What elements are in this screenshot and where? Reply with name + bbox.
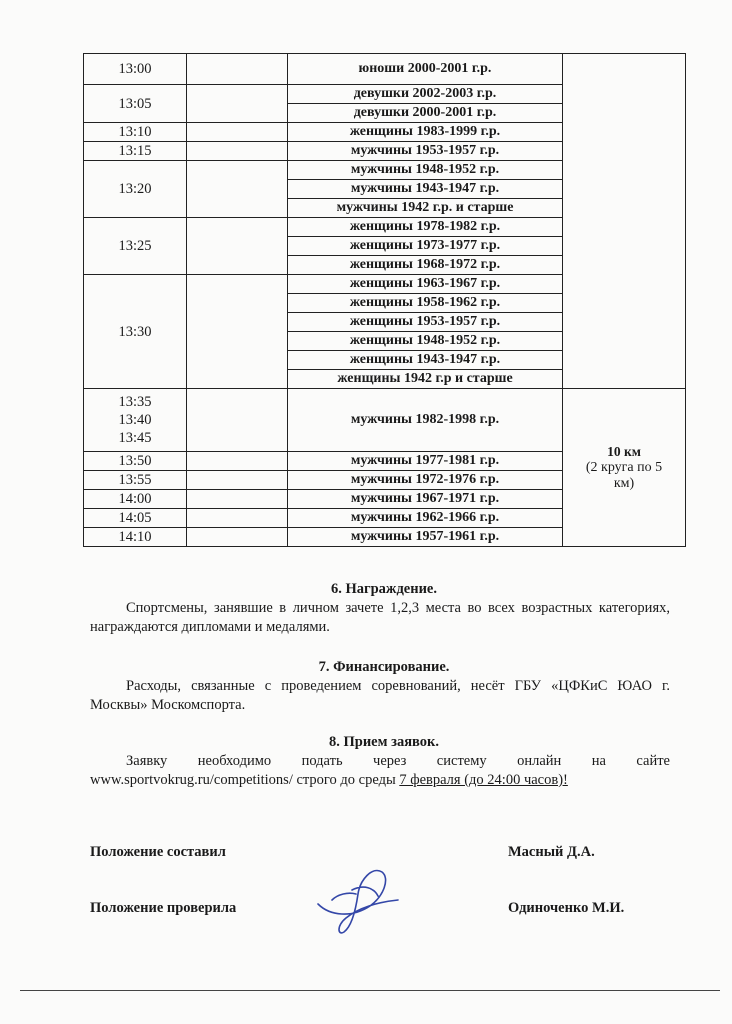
schedule-row bbox=[84, 54, 686, 85]
start-time: 13:50 bbox=[84, 452, 187, 471]
age-group: девушки 2000-2001 г.р. bbox=[288, 104, 563, 123]
age-group: мужчины 1982-1998 г.р. bbox=[288, 389, 563, 452]
empty-cell bbox=[187, 161, 288, 218]
age-group: женщины 1948-1952 г.р. bbox=[288, 332, 563, 351]
checked-name: Одиноченко М.И. bbox=[508, 900, 625, 916]
start-time: 14:05 bbox=[84, 509, 187, 528]
empty-cell bbox=[187, 452, 288, 471]
age-group: мужчины 1977-1981 г.р. bbox=[288, 452, 563, 471]
start-time: 13:05 bbox=[84, 85, 187, 123]
age-group: мужчины 1967-1971 г.р. bbox=[288, 490, 563, 509]
awards-heading: 6. Награждение. bbox=[331, 581, 437, 597]
distance-cell bbox=[563, 389, 686, 547]
schedule-row bbox=[84, 389, 686, 452]
schedule-table bbox=[83, 53, 686, 547]
age-group: юноши 2000-2001 г.р. bbox=[288, 54, 563, 85]
awards-text: Спортсмены, занявшие в личном зачете 1,2,3 места во всех возрастных категориях, награждаются дипломами и медалями. bbox=[90, 600, 670, 635]
age-group: женщины 1942 г.р и старше bbox=[288, 370, 563, 389]
empty-cell bbox=[187, 490, 288, 509]
age-group: мужчины 1943-1947 г.р. bbox=[288, 180, 563, 199]
empty-cell bbox=[187, 389, 288, 452]
applications-deadline: 7 февраля (до 24:00 часов)! bbox=[399, 772, 568, 788]
empty-cell bbox=[187, 528, 288, 547]
start-time: 13:25 bbox=[84, 218, 187, 275]
start-time-value: 13:35 bbox=[118, 394, 152, 410]
compiled-name: Масный Д.А. bbox=[508, 844, 595, 860]
empty-cell bbox=[187, 142, 288, 161]
age-group: мужчины 1972-1976 г.р. bbox=[288, 471, 563, 490]
age-group: мужчины 1948-1952 г.р. bbox=[288, 161, 563, 180]
compiled-label: Положение составил bbox=[90, 844, 226, 860]
start-time: 13:00 bbox=[84, 54, 187, 85]
financing-heading: 7. Финансирование. bbox=[318, 659, 450, 675]
distance-value: 10 км bbox=[607, 443, 641, 459]
distance-detail: (2 круга по 5 bbox=[585, 459, 663, 475]
start-time bbox=[84, 389, 187, 452]
age-group: женщины 1968-1972 г.р. bbox=[288, 256, 563, 275]
start-time: 13:55 bbox=[84, 471, 187, 490]
age-group: мужчины 1953-1957 г.р. bbox=[288, 142, 563, 161]
start-time: 13:10 bbox=[84, 123, 187, 142]
start-time: 13:20 bbox=[84, 161, 187, 218]
age-group: девушки 2002-2003 г.р. bbox=[288, 85, 563, 104]
applications-text-main: Заявку необходимо подать через систему онлайн на сайте www.sportvokrug.ru/competitions/ строго до среды bbox=[90, 753, 670, 788]
start-time-value: 13:40 bbox=[118, 412, 152, 428]
distance-cell-upper bbox=[563, 54, 686, 389]
start-time-value: 13:45 bbox=[118, 430, 152, 446]
empty-cell bbox=[187, 218, 288, 275]
empty-cell bbox=[187, 471, 288, 490]
start-time: 13:30 bbox=[84, 275, 187, 389]
age-group: мужчины 1962-1966 г.р. bbox=[288, 509, 563, 528]
empty-cell bbox=[187, 54, 288, 85]
empty-cell bbox=[187, 509, 288, 528]
age-group: женщины 1983-1999 г.р. bbox=[288, 123, 563, 142]
start-time: 14:00 bbox=[84, 490, 187, 509]
start-time: 14:10 bbox=[84, 528, 187, 547]
empty-cell bbox=[187, 123, 288, 142]
age-group: мужчины 1957-1961 г.р. bbox=[288, 528, 563, 547]
empty-cell bbox=[187, 85, 288, 123]
age-group: женщины 1978-1982 г.р. bbox=[288, 218, 563, 237]
schedule-body bbox=[84, 54, 686, 547]
age-group: женщины 1963-1967 г.р. bbox=[288, 275, 563, 294]
handwritten-signature bbox=[312, 860, 402, 940]
distance-detail: км) bbox=[613, 475, 635, 491]
age-group: женщины 1973-1977 г.р. bbox=[288, 237, 563, 256]
empty-cell bbox=[187, 275, 288, 389]
applications-text bbox=[90, 752, 670, 790]
start-time: 13:15 bbox=[84, 142, 187, 161]
footer-divider bbox=[20, 990, 720, 991]
age-group: женщины 1958-1962 г.р. bbox=[288, 294, 563, 313]
age-group: мужчины 1942 г.р. и старше bbox=[288, 199, 563, 218]
age-group: женщины 1943-1947 г.р. bbox=[288, 351, 563, 370]
financing-text: Расходы, связанные с проведением соревнований, несёт ГБУ «ЦФКиС ЮАО г. Москвы» Москомспорта. bbox=[90, 678, 670, 713]
applications-heading: 8. Прием заявок. bbox=[328, 734, 440, 750]
checked-label: Положение проверила bbox=[90, 900, 237, 916]
age-group: женщины 1953-1957 г.р. bbox=[288, 313, 563, 332]
